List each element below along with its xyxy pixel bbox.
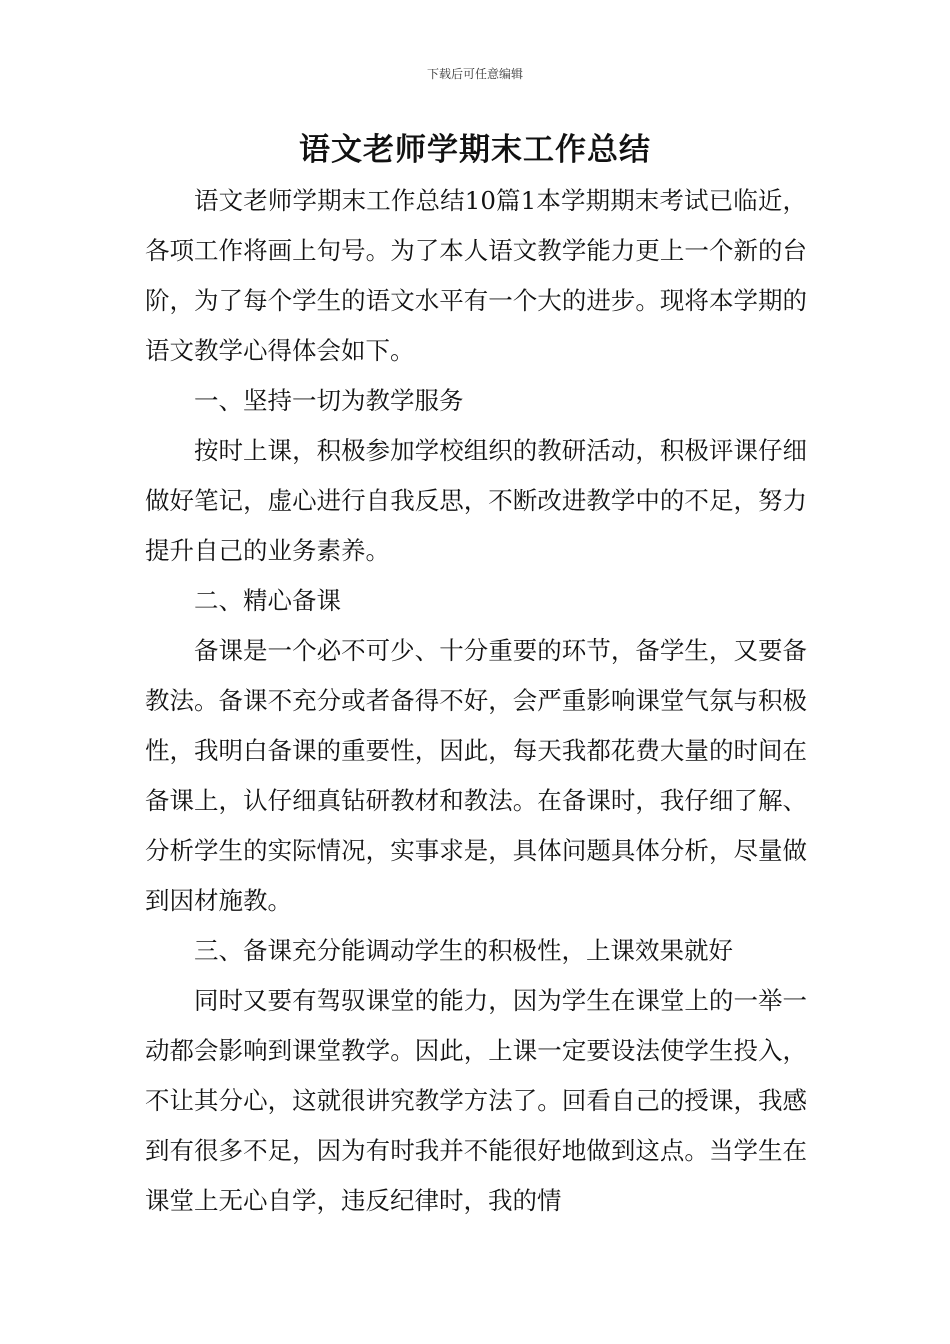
paragraph-3: 同时又要有驾驭课堂的能力，因为学生在课堂上的一举一动都会影响到课堂教学。因此，上课一定要设法使学生投入，不让其分心，这就很讲究教学方法了。回看自己的授课，我感到有很多不足，因为有时我并不能很好地做到这点。当学生在课堂上无心自学，违反纪律时，我的情 [145, 986, 807, 1215]
section-heading-3: 三、备课充分能调动学生的积极性，上课效果就好 [194, 936, 733, 965]
document-body [145, 176, 807, 1226]
paragraph-intro: 语文老师学期末工作总结10篇1本学期期末考试已临近，各项工作将画上句号。为了本人语文教学能力更上一个新的台阶，为了每个学生的语文水平有一个大的进步。现将本学期的语文教学心得体会如下。 [145, 186, 807, 365]
section-heading-2: 二、精心备课 [194, 586, 341, 615]
paragraph-1: 按时上课，积极参加学校组织的教研活动，积极评课仔细做好笔记，虚心进行自我反思，不断改进教学中的不足，努力提升自己的业务素养。 [145, 436, 807, 565]
header-note: 下载后可任意编辑 [426, 67, 523, 81]
page-title: 语文老师学期末工作总结 [299, 132, 651, 168]
paragraph-2: 备课是一个必不可少、十分重要的环节，备学生，又要备教法。备课不充分或者备得不好，会严重影响课堂气氛与积极性，我明白备课的重要性，因此，每天我都花费大量的时间在备课上，认仔细真钻研教材和教法。在备课时，我仔细了解、分析学生的实际情况，实事求是，具体问题具体分析，尽量做到因材施教。 [145, 636, 807, 915]
section-heading-1: 一、坚持一切为教学服务 [194, 386, 464, 415]
